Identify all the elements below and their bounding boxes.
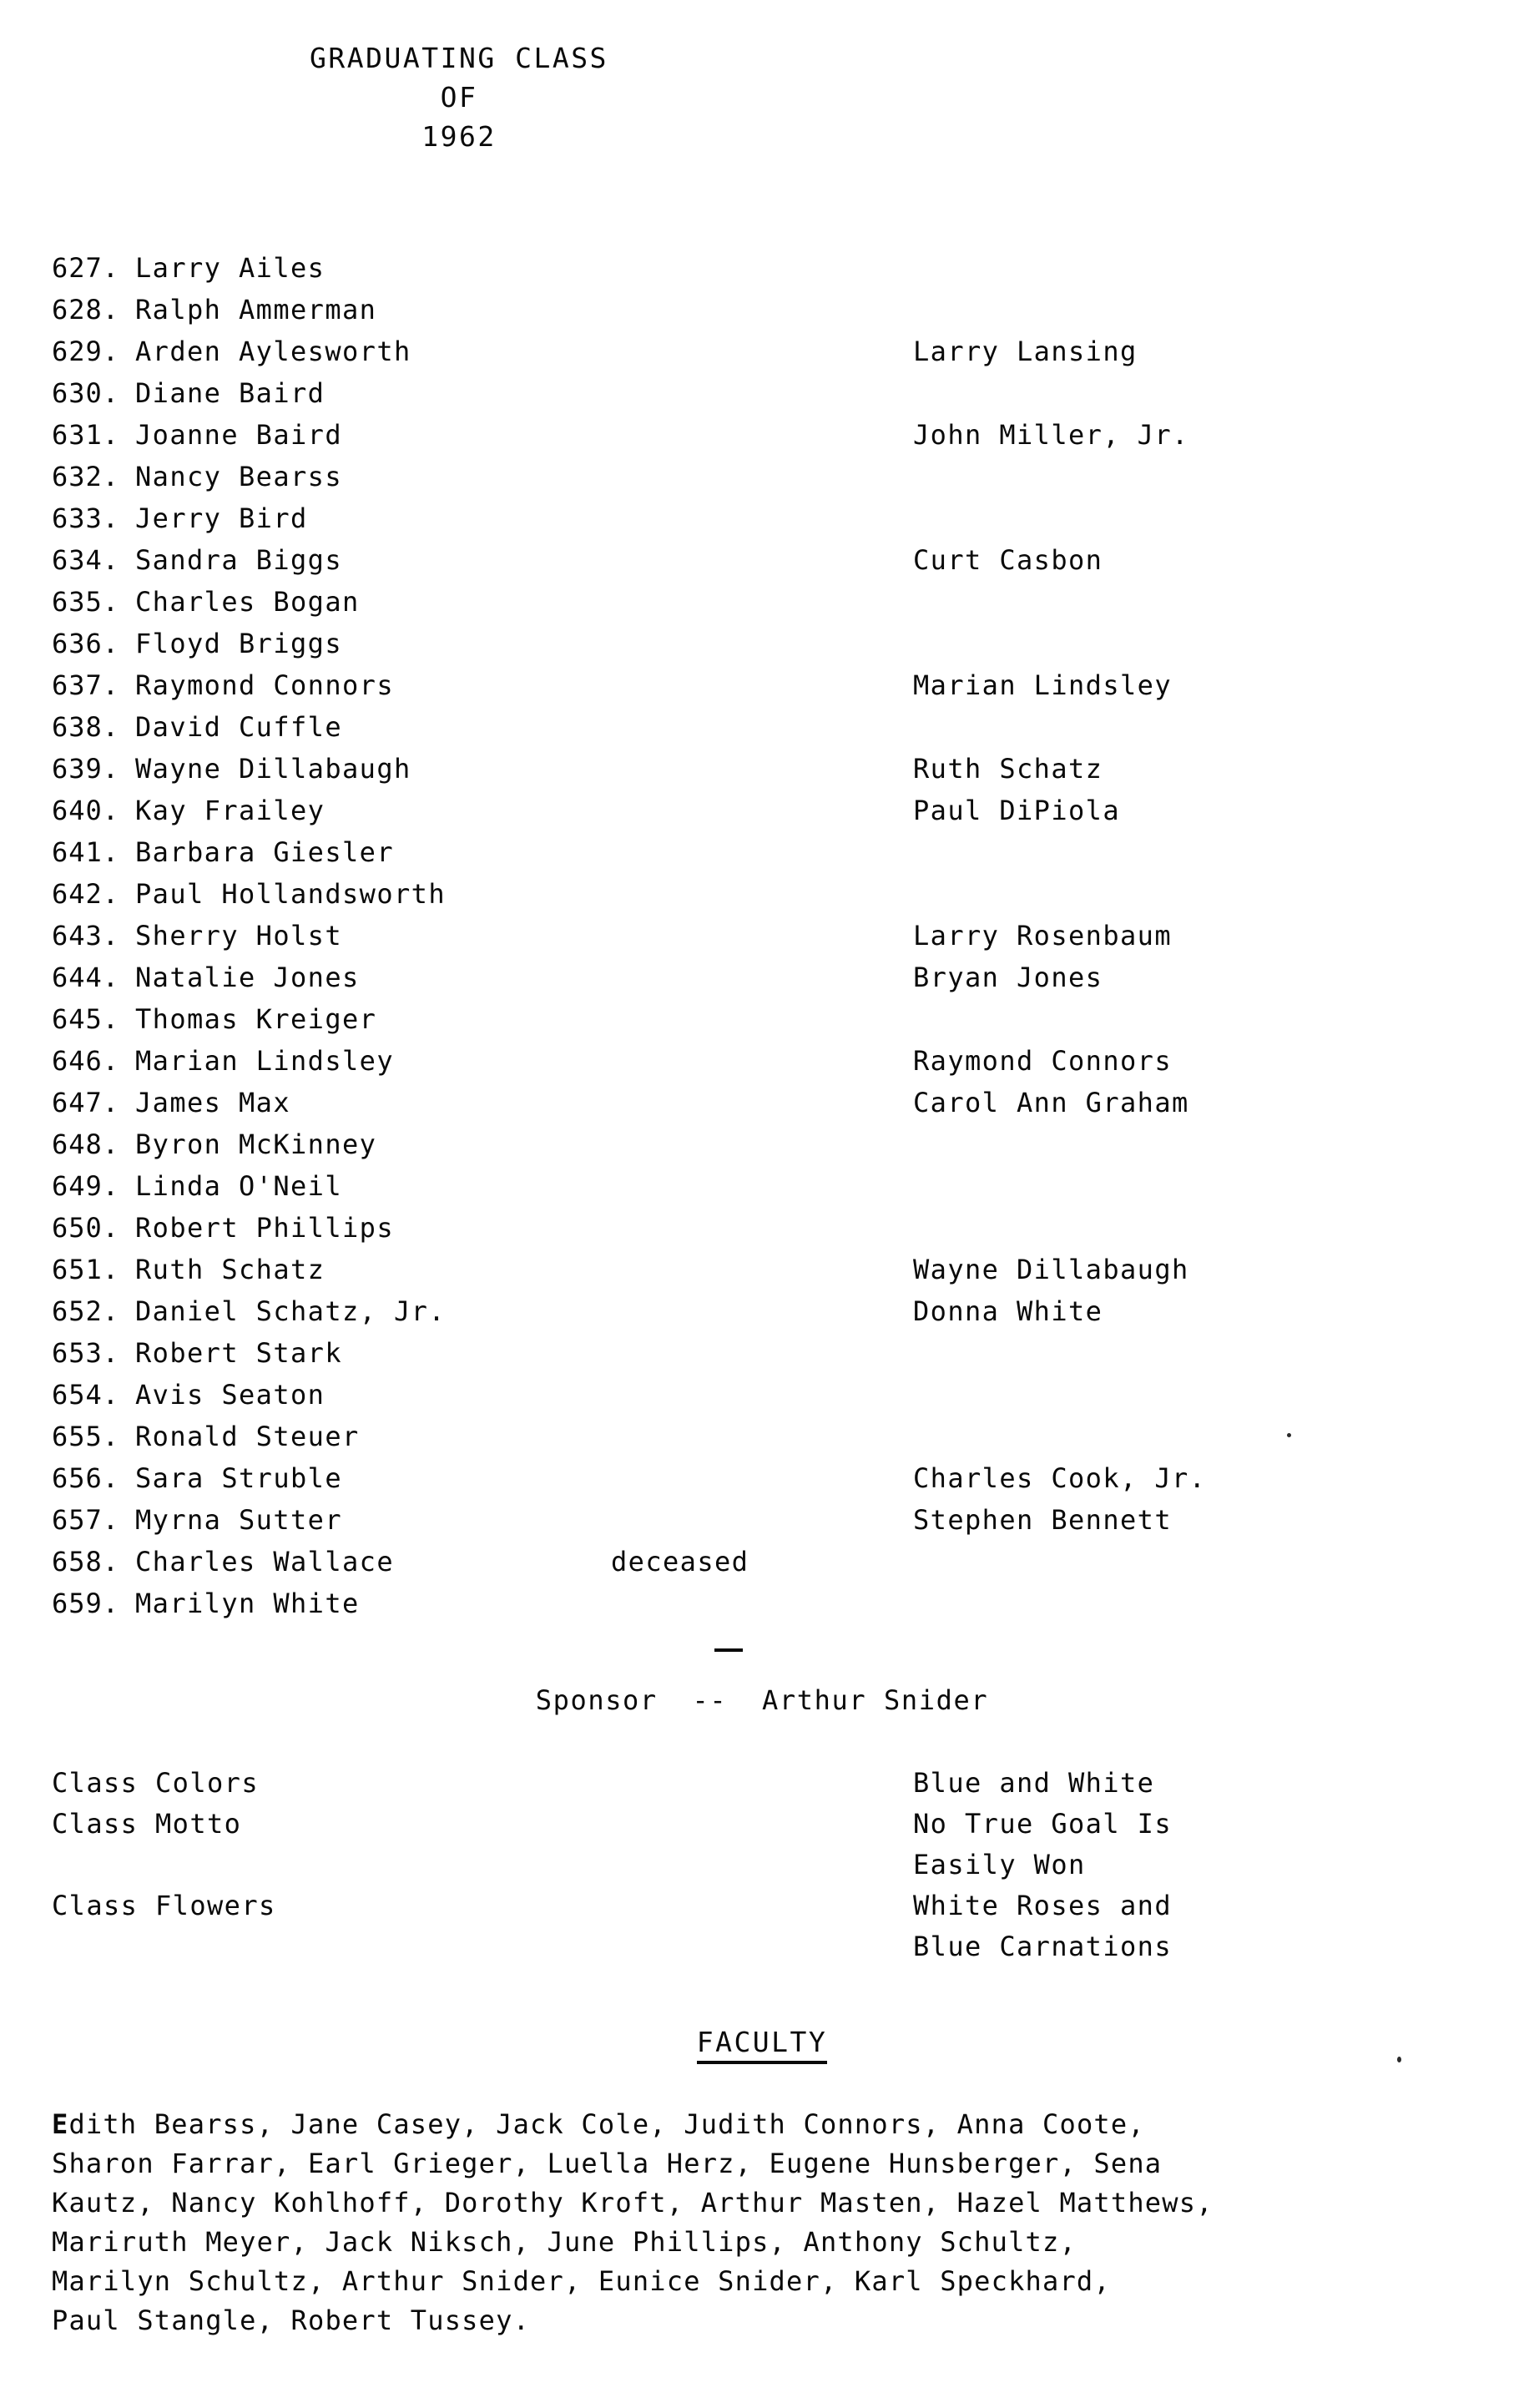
roster-number: 649.: [52, 1170, 120, 1202]
roster-graduate-name: Natalie Jones: [135, 962, 360, 993]
roster-graduate-name: Byron McKinney: [135, 1128, 377, 1160]
roster-number: 636.: [52, 628, 120, 659]
roster-graduate-name: Sherry Holst: [135, 920, 342, 952]
roster-partner-name: Bryan Jones: [913, 962, 1103, 993]
faculty-line: Sharon Farrar, Earl Grieger, Luella Herz, Eugene Hunsberger, Sena: [52, 2148, 1163, 2179]
roster-row: [52, 1499, 1471, 1541]
roster-number: 637.: [52, 669, 120, 701]
roster-row: [52, 414, 1471, 456]
faculty-line: Edith Bearss, Jane Casey, Jack Cole, Judith Connors, Anna Coote,: [52, 2108, 1145, 2140]
roster-number: 629.: [52, 336, 120, 367]
roster-note: deceased: [611, 1546, 749, 1578]
roster-partner-name: Paul DiPiola: [913, 795, 1120, 826]
roster-row: [52, 1290, 1471, 1332]
roster-number: 632.: [52, 461, 120, 492]
roster-number: 634.: [52, 544, 120, 576]
roster-row: [52, 1457, 1471, 1499]
roster-number: 646.: [52, 1045, 120, 1077]
roster-graduate-name: Wayne Dillabaugh: [135, 753, 411, 785]
roster-row: [52, 456, 1471, 497]
roster-graduate-name: Daniel Schatz, Jr.: [135, 1295, 446, 1327]
class-info-value: No True Goal Is: [913, 1808, 1172, 1840]
roster-number: 650.: [52, 1212, 120, 1244]
roster-partner-name: Wayne Dillabaugh: [913, 1254, 1189, 1285]
roster-graduate-name: Ralph Ammerman: [135, 294, 377, 326]
roster-graduate-name: Marian Lindsley: [135, 1045, 394, 1077]
class-info-value: Blue and White: [913, 1767, 1155, 1799]
roster-row: [52, 1040, 1471, 1082]
roster-number: 640.: [52, 795, 120, 826]
class-info-value: White Roses and: [913, 1890, 1172, 1921]
class-info-row: [52, 1804, 1471, 1845]
roster-number: 659.: [52, 1588, 120, 1619]
roster-partner-name: Larry Lansing: [913, 336, 1138, 367]
title-line-2: OF: [440, 81, 478, 114]
roster-graduate-name: Paul Hollandsworth: [135, 878, 446, 910]
roster-graduate-name: Linda O'Neil: [135, 1170, 342, 1202]
roster-graduate-name: Ronald Steuer: [135, 1421, 360, 1452]
roster-row: [52, 998, 1471, 1040]
roster-row: [52, 623, 1471, 664]
roster-row: [52, 790, 1471, 831]
roster-row: [52, 331, 1471, 372]
roster-number: 655.: [52, 1421, 120, 1452]
roster-row: [52, 957, 1471, 998]
roster-row: [52, 706, 1471, 748]
roster-graduate-name: Marilyn White: [135, 1588, 360, 1619]
roster-graduate-name: Charles Bogan: [135, 586, 360, 618]
roster-number: 656.: [52, 1462, 120, 1494]
roster-number: 642.: [52, 878, 120, 910]
roster-number: 645.: [52, 1003, 120, 1035]
roster-graduate-name: Barbara Giesler: [135, 836, 394, 868]
roster-number: 654.: [52, 1379, 120, 1411]
roster-number: 647.: [52, 1087, 120, 1118]
faculty-overstruck-initial: E: [52, 2108, 69, 2140]
roster-graduate-name: Jerry Bird: [135, 502, 308, 534]
roster-partner-name: Donna White: [913, 1295, 1103, 1327]
roster-partner-name: John Miller, Jr.: [913, 419, 1189, 451]
roster-graduate-name: Robert Phillips: [135, 1212, 394, 1244]
roster-number: 641.: [52, 836, 120, 868]
title-line-3: 1962: [421, 120, 497, 153]
roster-partner-name: Charles Cook, Jr.: [913, 1462, 1207, 1494]
roster-partner-name: Marian Lindsley: [913, 669, 1172, 701]
roster-row: [52, 1541, 1471, 1583]
class-info-label: Class Motto: [52, 1808, 242, 1840]
roster-graduate-name: Myrna Sutter: [135, 1504, 342, 1536]
roster-graduate-name: Avis Seaton: [135, 1379, 325, 1411]
roster-row: [52, 664, 1471, 706]
class-info-value: Blue Carnations: [913, 1931, 1172, 1962]
roster-row: [52, 247, 1471, 289]
class-info-row: [52, 1763, 1471, 1804]
class-info-row: [52, 1926, 1471, 1967]
scan-speck: [1397, 2057, 1401, 2062]
class-info-label: Class Flowers: [52, 1890, 276, 1921]
faculty-line: Kautz, Nancy Kohlhoff, Dorothy Kroft, Arthur Masten, Hazel Matthews,: [52, 2187, 1214, 2219]
roster-row: [52, 497, 1471, 539]
roster-graduate-name: David Cuffle: [135, 711, 342, 743]
class-info-row: [52, 1886, 1471, 1926]
roster-row: [52, 1416, 1471, 1457]
faculty-line: Marilyn Schultz, Arthur Snider, Eunice Snider, Karl Speckhard,: [52, 2265, 1111, 2297]
roster-number: 652.: [52, 1295, 120, 1327]
roster-partner-name: Stephen Bennett: [913, 1504, 1172, 1536]
roster-partner-name: Carol Ann Graham: [913, 1087, 1189, 1118]
roster-number: 658.: [52, 1546, 120, 1578]
roster-row: [52, 1207, 1471, 1249]
graduate-roster: [52, 247, 1471, 1624]
roster-row: [52, 1374, 1471, 1416]
roster-graduate-name: Sandra Biggs: [135, 544, 342, 576]
roster-graduate-name: Diane Baird: [135, 377, 325, 409]
roster-partner-name: Curt Casbon: [913, 544, 1103, 576]
roster-graduate-name: Nancy Bearss: [135, 461, 342, 492]
roster-graduate-name: Floyd Briggs: [135, 628, 342, 659]
roster-number: 630.: [52, 377, 120, 409]
roster-partner-name: Ruth Schatz: [913, 753, 1103, 785]
roster-graduate-name: Larry Ailes: [135, 252, 325, 284]
roster-row: [52, 1583, 1471, 1624]
page-title: [0, 38, 918, 156]
title-line-1: GRADUATING CLASS: [310, 42, 608, 74]
class-info-label: Class Colors: [52, 1767, 259, 1799]
roster-row: [52, 915, 1471, 957]
roster-row: [52, 831, 1471, 873]
class-info-block: [52, 1763, 1471, 1967]
roster-number: 644.: [52, 962, 120, 993]
class-info-value: Easily Won: [913, 1849, 1086, 1880]
scan-speck: [1287, 1433, 1291, 1437]
roster-graduate-name: Sara Struble: [135, 1462, 342, 1494]
roster-graduate-name: Raymond Connors: [135, 669, 394, 701]
roster-row: [52, 1249, 1471, 1290]
roster-row: [52, 372, 1471, 414]
roster-number: 648.: [52, 1128, 120, 1160]
roster-graduate-name: Charles Wallace: [135, 1546, 394, 1578]
roster-row: [52, 1332, 1471, 1374]
roster-row: [52, 539, 1471, 581]
roster-number: 633.: [52, 502, 120, 534]
roster-graduate-name: Ruth Schatz: [135, 1254, 325, 1285]
roster-number: 639.: [52, 753, 120, 785]
roster-number: 635.: [52, 586, 120, 618]
roster-graduate-name: Kay Frailey: [135, 795, 325, 826]
roster-row: [52, 873, 1471, 915]
roster-number: 657.: [52, 1504, 120, 1536]
section-divider: [714, 1648, 743, 1652]
roster-number: 638.: [52, 711, 120, 743]
sponsor-line: Sponsor -- Arthur Snider: [535, 1684, 989, 1716]
faculty-line: Mariruth Meyer, Jack Niksch, June Phillips, Anthony Schultz,: [52, 2226, 1077, 2258]
roster-row: [52, 1082, 1471, 1123]
faculty-heading: [0, 2026, 1524, 2058]
faculty-heading-text: FACULTY: [697, 2026, 828, 2064]
roster-graduate-name: James Max: [135, 1087, 290, 1118]
roster-graduate-name: Thomas Kreiger: [135, 1003, 377, 1035]
roster-partner-name: Larry Rosenbaum: [913, 920, 1172, 952]
roster-graduate-name: Robert Stark: [135, 1337, 342, 1369]
roster-row: [52, 748, 1471, 790]
roster-number: 653.: [52, 1337, 120, 1369]
roster-row: [52, 1165, 1471, 1207]
roster-number: 631.: [52, 419, 120, 451]
faculty-line: Paul Stangle, Robert Tussey.: [52, 2305, 531, 2336]
roster-partner-name: Raymond Connors: [913, 1045, 1172, 1077]
faculty-list: [52, 2105, 1504, 2340]
roster-graduate-name: Arden Aylesworth: [135, 336, 411, 367]
roster-row: [52, 289, 1471, 331]
roster-number: 627.: [52, 252, 120, 284]
class-info-row: [52, 1845, 1471, 1886]
roster-number: 651.: [52, 1254, 120, 1285]
roster-number: 628.: [52, 294, 120, 326]
roster-row: [52, 581, 1471, 623]
roster-row: [52, 1123, 1471, 1165]
roster-number: 643.: [52, 920, 120, 952]
roster-graduate-name: Joanne Baird: [135, 419, 342, 451]
